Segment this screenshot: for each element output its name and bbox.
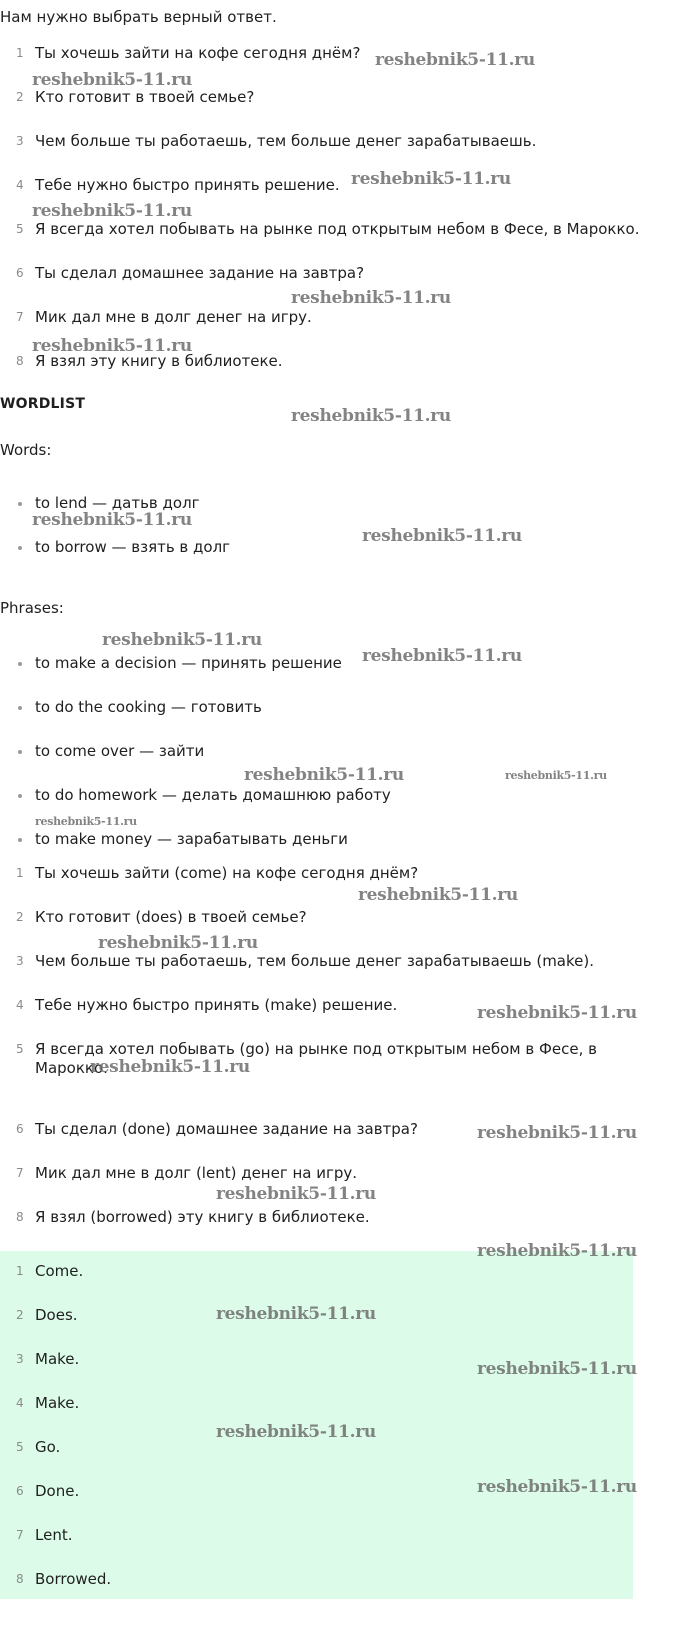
item-number: 3 bbox=[16, 954, 24, 968]
item-number: 5 bbox=[16, 1042, 24, 1056]
watermark: reshebnik5-11.ru bbox=[90, 1057, 250, 1077]
answered-question-text: Тебе нужно быстро принять (make) решение. bbox=[35, 996, 398, 1014]
list-item bbox=[0, 698, 680, 720]
answer-text: Go. bbox=[35, 1438, 61, 1456]
wordlist-heading: WORDLIST bbox=[0, 396, 86, 412]
question-text: Мик дал мне в долг денег на игру. bbox=[35, 308, 312, 326]
list-item bbox=[0, 908, 680, 930]
watermark: reshebnik5-11.ru bbox=[291, 288, 451, 308]
bullet-icon bbox=[18, 794, 22, 798]
watermark: reshebnik5-11.ru bbox=[477, 1477, 637, 1497]
list-item bbox=[0, 1164, 680, 1186]
answered-question-text: Ты сделал (done) домашнее задание на завтра? bbox=[35, 1120, 418, 1138]
item-number: 1 bbox=[16, 866, 24, 880]
list-item bbox=[0, 132, 680, 154]
bullet-icon bbox=[18, 838, 22, 842]
watermark: reshebnik5-11.ru bbox=[216, 1184, 376, 1204]
watermark: reshebnik5-11.ru bbox=[477, 1003, 637, 1023]
list-item bbox=[0, 220, 680, 242]
answered-question-text: Я взял (borrowed) эту книгу в библиотеке. bbox=[35, 1208, 370, 1226]
intro-text: Нам нужно выбрать верный ответ. bbox=[0, 8, 277, 26]
question-text: Я взял эту книгу в библиотеке. bbox=[35, 352, 283, 370]
list-item bbox=[0, 308, 680, 330]
watermark: reshebnik5-11.ru bbox=[358, 885, 518, 905]
answer-text: Lent. bbox=[35, 1526, 73, 1544]
question-text: Я всегда хотел побывать на рынке под открытым небом в Фесе, в Марокко. bbox=[35, 220, 640, 238]
list-item bbox=[0, 264, 680, 286]
item-number: 6 bbox=[16, 1122, 24, 1136]
question-text: Чем больше ты работаешь, тем больше денег зарабатываешь. bbox=[35, 132, 537, 150]
watermark: reshebnik5-11.ru bbox=[477, 1359, 637, 1379]
list-item bbox=[0, 1262, 680, 1284]
watermark: reshebnik5-11.ru bbox=[351, 169, 511, 189]
item-number: 2 bbox=[16, 1308, 24, 1322]
list-item bbox=[0, 176, 680, 198]
item-number: 7 bbox=[16, 1528, 24, 1542]
answer-text: Come. bbox=[35, 1262, 84, 1280]
question-text: Ты сделал домашнее задание на завтра? bbox=[35, 264, 365, 282]
item-number: 8 bbox=[16, 354, 24, 368]
answered-question-text: Мик дал мне в долг (lent) денег на игру. bbox=[35, 1164, 358, 1182]
list-item bbox=[0, 786, 680, 808]
item-number: 4 bbox=[16, 1396, 24, 1410]
bullet-icon bbox=[18, 502, 22, 506]
item-number: 8 bbox=[16, 1210, 24, 1224]
answered-question-text: Кто готовит (does) в твоей семье? bbox=[35, 908, 307, 926]
answered-question-text: Я всегда хотел побывать (go) на рынке под открытым небом в Фесе, в Марокко. bbox=[35, 1040, 597, 1077]
watermark: reshebnik5-11.ru bbox=[477, 1241, 637, 1261]
words-label: Words: bbox=[0, 441, 52, 459]
item-number: 4 bbox=[16, 998, 24, 1012]
watermark: reshebnik5-11.ru bbox=[32, 70, 192, 90]
list-item bbox=[0, 830, 680, 852]
list-item bbox=[0, 1526, 680, 1548]
phrase-entry: to do the cooking — готовить bbox=[35, 698, 262, 716]
watermark: reshebnik5-11.ru bbox=[477, 1123, 637, 1143]
phrases-label: Phrases: bbox=[0, 599, 64, 617]
list-item bbox=[0, 742, 680, 764]
item-number: 7 bbox=[16, 1166, 24, 1180]
phrase-entry: to make money — зарабатывать деньги bbox=[35, 830, 348, 848]
answer-text: Does. bbox=[35, 1306, 78, 1324]
item-number: 3 bbox=[16, 1352, 24, 1366]
question-text: Ты хочешь зайти на кофе сегодня днём? bbox=[35, 44, 361, 62]
item-number: 5 bbox=[16, 1440, 24, 1454]
item-number: 8 bbox=[16, 1572, 24, 1586]
question-text: Тебе нужно быстро принять решение. bbox=[35, 176, 340, 194]
item-number: 5 bbox=[16, 222, 24, 236]
item-number: 2 bbox=[16, 910, 24, 924]
watermark: reshebnik5-11.ru bbox=[216, 1422, 376, 1442]
watermark: reshebnik5-11.ru bbox=[244, 765, 404, 785]
list-item bbox=[0, 1394, 680, 1416]
answer-text: Done. bbox=[35, 1482, 80, 1500]
watermark: reshebnik5-11.ru bbox=[216, 1304, 376, 1324]
item-number: 1 bbox=[16, 1264, 24, 1278]
list-item bbox=[0, 538, 680, 560]
item-number: 2 bbox=[16, 90, 24, 104]
watermark: reshebnik5-11.ru bbox=[32, 201, 192, 221]
bullet-icon bbox=[18, 750, 22, 754]
phrase-entry: to come over — зайти bbox=[35, 742, 205, 760]
list-item bbox=[0, 864, 680, 886]
bullet-icon bbox=[18, 706, 22, 710]
item-number: 1 bbox=[16, 46, 24, 60]
watermark: reshebnik5-11.ru bbox=[362, 646, 522, 666]
list-item bbox=[0, 1208, 680, 1230]
watermark: reshebnik5-11.ru bbox=[32, 510, 192, 530]
answered-question-text: Ты хочешь зайти (come) на кофе сегодня днём? bbox=[35, 864, 419, 882]
list-item bbox=[0, 654, 680, 676]
watermark: reshebnik5-11.ru bbox=[505, 769, 607, 782]
list-item bbox=[0, 952, 680, 974]
item-number: 6 bbox=[16, 1484, 24, 1498]
answer-text: Make. bbox=[35, 1350, 80, 1368]
phrase-entry: to make a decision — принять решение bbox=[35, 654, 342, 672]
watermark: reshebnik5-11.ru bbox=[32, 336, 192, 356]
word-entry: to borrow — взять в долг bbox=[35, 538, 231, 556]
answered-question-text: Чем больше ты работаешь, тем больше денег зарабатываешь (make). bbox=[35, 952, 594, 970]
watermark: reshebnik5-11.ru bbox=[375, 50, 535, 70]
bullet-icon bbox=[18, 662, 22, 666]
answer-text: Borrowed. bbox=[35, 1570, 112, 1588]
watermark: reshebnik5-11.ru bbox=[98, 933, 258, 953]
item-number: 7 bbox=[16, 310, 24, 324]
phrase-entry: to do homework — делать домашнюю работу bbox=[35, 786, 391, 804]
watermark: reshebnik5-11.ru bbox=[291, 406, 451, 426]
list-item bbox=[0, 88, 680, 110]
bullet-icon bbox=[18, 546, 22, 550]
answer-text: Make. bbox=[35, 1394, 80, 1412]
list-item bbox=[0, 44, 680, 66]
item-number: 3 bbox=[16, 134, 24, 148]
question-text: Кто готовит в твоей семье? bbox=[35, 88, 255, 106]
word-entry: to lend — датьв долг bbox=[35, 494, 200, 512]
watermark: reshebnik5-11.ru bbox=[362, 526, 522, 546]
watermark: reshebnik5-11.ru bbox=[35, 815, 137, 828]
watermark: reshebnik5-11.ru bbox=[102, 630, 262, 650]
item-number: 6 bbox=[16, 266, 24, 280]
list-item bbox=[0, 1570, 680, 1592]
item-number: 4 bbox=[16, 178, 24, 192]
